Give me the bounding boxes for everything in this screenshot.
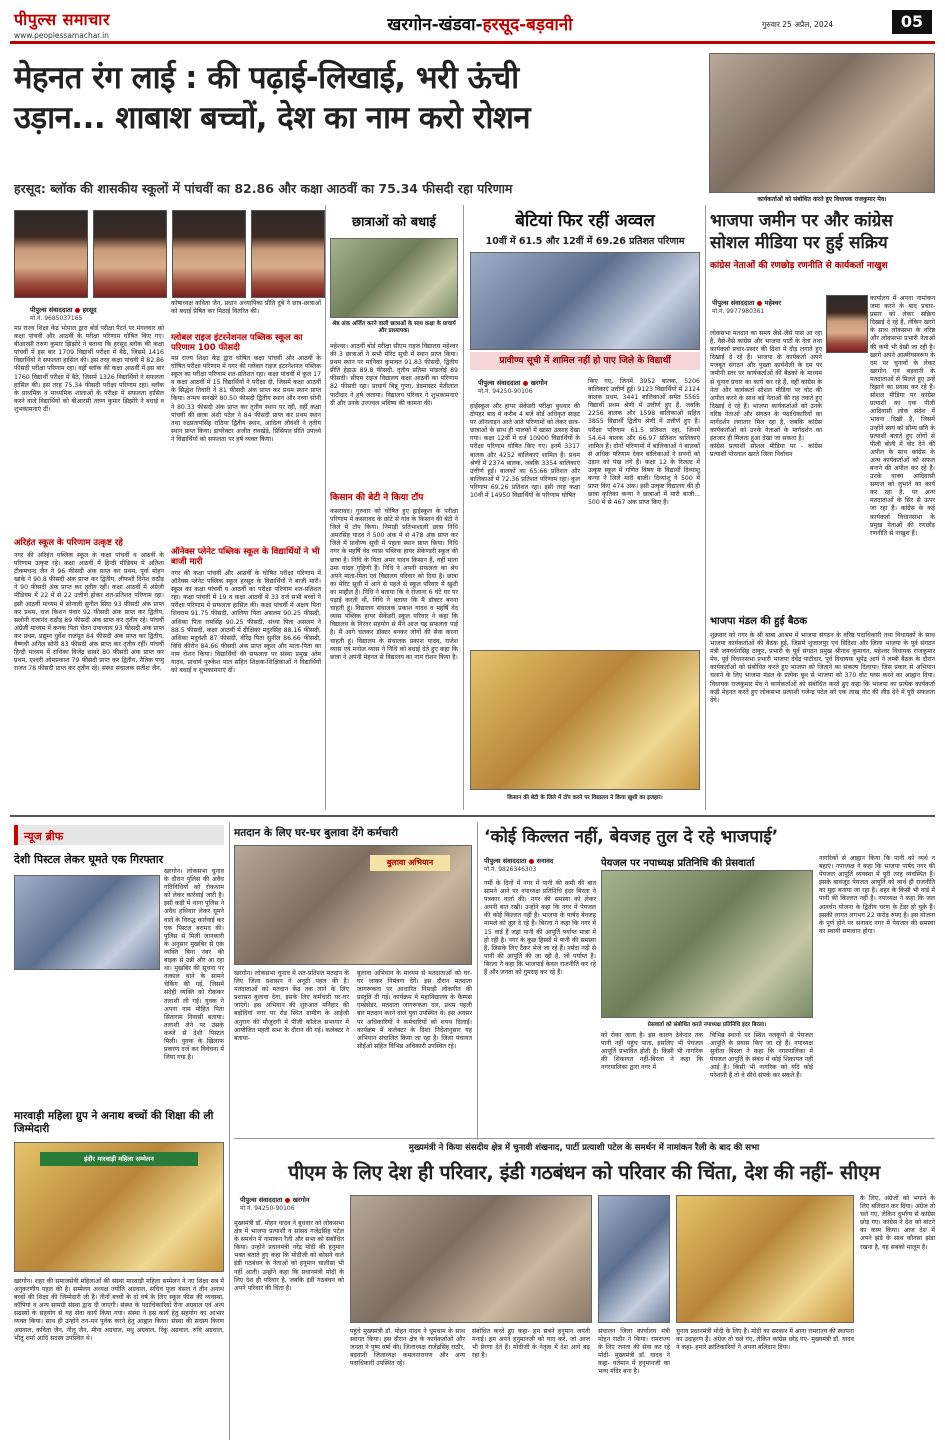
students-group-caption: श्रेष्ठ अंक अर्जित करने वाली छात्राओं के साथ कक्षा के प्राचार्य और प्राध्यापक। [332,321,456,334]
pm-col2-text: पहुंचे मुख्यमंत्री डॉ. मोहन यादव ने धूमधाम के साथ स्वागत किया। इस दौरान क्षेत्र के कार्यकर्ताओं और जनता ने पुष्प वर्षा की। जिलाध्यक्ष राजेंद्रसिंह राठौर, बड़वानी जिलाध्यक्ष कमलनारायण और अन्य पदाधिकारी उपस्थित रहे। [350,1328,465,1368]
lead-col1-text: मप्र राज्य शिक्षा केंद्र भोपाल द्वारा बोर्ड परीक्षा पैटर्न पर मंगलवार को कक्षा पांचवीं और आठवीं के परीक्षा परिणाम घोषित किए गए। बीआरसी तरुण कुमार झिझोरे ने बताया कि हरसूद ब्लॉक की कक्षा पांचवीं में इस बार 1709 विद्यार्थी परीक्षा में बैठे, जिसमें 1416 विद्यार्थियों ने सफलता हासिल की। इस तरह कक्षा पांचवीं में 82.86 फीसदी परीक्षा परिणाम रहा। वहीं ब्लॉक की कक्षा आठवीं में इस बार 1760 विद्यार्थी परीक्षा में बैठे, जिसमें 1326 विद्यार्थियों ने सफलता हासिल की। इस तरह 75.34 फीसदी परीक्षा परिणाम रहा। ब्लॉक के प्राथमिक व माध्यमिक शालाओं के परीक्षा में सफलता हासिल करने वाले विद्यार्थियों को बीआरसी तरुण कुमार झिझोरे ने बधाई व शुभकामनाएं दीं। [14,325,164,413]
lead-byline-name: पीपुल्स संवाददाता [30,306,73,314]
pm-column-3 [472,1328,590,1438]
killat-byline-place: सनावद [536,857,554,865]
bjp-column-left [710,330,822,595]
lead-headline-line1: मेहनत रंग लाई : की पढ़ाई-लिखाई, भरी ऊंची [14,60,519,96]
bjp-mandal-text [710,632,935,804]
mid-col-text: महेश्वर। आठवीं बोर्ड परीक्षा सीएम राइज विद्यालय महेश्वर की 3 छात्राओं ने सभी मेरिट सूची में स्थान प्राप्त किया। प्रथम स्थान पर मानिका कुमावत 91.83 फीसदी, द्वितीय प्रीति हेड़ाऊ 89.8 फीसदी, तृतीय प्रतिमा मांडलोई 89 फीसदी। सीएम राइज विद्यालय कक्षा आठवीं का परिणाम 82 फीसदी रहा। प्राचार्य बिन्नू गुप्ता, डेडमास्टर मेतीलाल पाटीदार ने हर्ष जताया। विद्यालय परिवार ने शुभकामनाएं दीं और उनके उज्ज्वल भविष्य की कामना की। [330,343,458,407]
news-brief-story2-body: खरगोन। शहर की समाजसेवी महिलाओं की संस्था मारवाड़ी महिला सम्मेलन ने नए शिक्षा सत्र में अनुकरणीय पहल की है। सम्मेलन अध्यक्ष ज्योति अग्रवाल, सचिव पूजा बंसल ने तीन अनाथ बच्चों की शिक्षा की जिम्मेदारी ली है। तीनों बच्चों के दो वर्ष के लिए स्कूल फीस की व्यवस्था, कॉपियां व अन्य सामग्री संस्था द्वारा दी जाएगी। संस्था के पदाधिकारियों रीना अग्रवाल एवं अन्य सदस्यों के सहयोग से यह सेवा कार्य किया गया। संस्था ने इस कार्य हेतु सहयोग का आभार व्यक्त किया। साथ ही उन्होंने तन-मन पूर्वक करने हेतु आह्वान किया। संस्था की सदस्य किरण अग्रवाल, कविता जैन, नीलू जैन, मीना अग्रवाल, मधु अग्रवाल, रिंकू अग्रवाल, रुचि अग्रवाल, भीतू शर्मा आदि सदस्य उपस्थित थे। [14,1278,224,1342]
betiyan-title: बेटियां फिर रहीं अव्वल [515,211,655,231]
betiyan-banner: प्रावीण्य सूची में शामिल नहीं हो पाए जिले के विद्यार्थी [470,352,700,370]
lead-byline-mobile: मो.नं. 9685037165 [30,315,83,322]
pm-column-1 [234,1220,344,1438]
section-rule [10,815,935,817]
pm-kicker: मुख्यमंत्री ने किया संसदीय क्षेत्र में चुनावी शंखनाद, पार्टी प्रत्याशी पटेल के समर्थन में नामांकन रैली के बाद की सभा [408,1143,760,1153]
bjp-col-left-text: लोकसभा मतदान का समय जैसे-जैसे पास आ रहा है, वैसे-वैसे कांग्रेस और भाजपा पार्टी के नेता तथा कार्यकर्ता प्रचार-प्रसार की दिशा में दौड़ लगाते हुए दिखाई दे रहे हैं। भाजपा के कार्यकर्ता अपने मजबूत संगठन और पुख्ता कार्यशैली के दम पर जमीनी स्तर पर कार्यकर्ताओं की बैठकों के माध्यम से चुनाव प्रचार का कार्य कर रहे हैं, वहीं कांग्रेस के नेता और कार्यकर्ता सोशल मीडिया पर वोट की अपील करने के साथ बड़े नेताओं की राह तकते हुए दिखाई दे रहे हैं। भाजपा कार्यकर्ताओं को उनके वरिष्ठ नेताओं और संगठन के पदाधिकारियों का मार्गदर्शन लगातार मिल रहा है, जबकि कांग्रेस कार्यकर्ताओं को उनके नेताओं के मार्गदर्शन का इंतजार ही मिलता हुआ देखा जा सकता है। [710,330,822,443]
divider [229,822,230,1440]
news-brief-label [14,825,224,845]
news-brief-story2-text [14,1278,224,1438]
mid-section-title: छात्राओं को बधाई [352,215,436,230]
section-rule [234,1138,935,1139]
pm-byline-name: पीपुल्स संवाददाता [240,1196,283,1204]
mid-column-2 [330,508,458,808]
lead-subheadline: हरसूद: ब्लॉक की शासकीय स्कूलों में पांचवीं का 82.86 और कक्षा आठवीं का 75.34 फीसदी रहा परिणाम [14,181,513,196]
betiyan-byline-place: खरगोन [530,379,548,387]
lead-column-2 [171,300,321,330]
masthead-url[interactable]: www.peoplessamachar.in [14,31,109,40]
news-brief-story1-body: खरगोन। लोकसभा चुनाव के दौरान पुलिस की अवैध गतिविधियों को रोकथाम को लेकर कार्रवाई जारी है। इसी कड़ी में थाना पुलिस ने अवैध हथियार लेकर घूमने वाले के विरुद्ध कार्रवाई कर एक पिस्टल बरामद की। पुलिस से मिली जानकारी के अनुसार मुखबिर से एक व्यक्ति बिना नंबर की बाइक से उन्नी और आ रहा था। मुखबिर की सूचना पर तत्काल थाने के सामने चेकिंग की गई, जिसमें संदेही व्यक्ति को रोककर तलाशी ली गई। युवक ने अपना नाम मोहित पिता सिताराम निवासी बताया। तलाशी लेने पर उसके कब्जे से देशी पिस्टल मिली। युवक के खिलाफ प्रकरण दर्ज कर विवेचना में लिया गया है। [164,868,224,1062]
news-brief-label-text: न्यूज ब्रीफ [24,830,64,843]
mid-column [330,343,458,490]
lead-column-1b [14,552,164,807]
divider [325,205,326,810]
marwari-banner: इंदौर मारवाड़ी महिला सम्मेलन [40,1152,198,1166]
pm-col4-text: संचालन जिला कार्यालय मंत्री मोहन राठौर ने किया। रामराज्य के लिए जनता की सेवा कर रहे मोदी- मुख्यमंत्री डॉ. यादव ने कहा- वर्तमान में हनुमानजी का भव्य मंदिर बना है। [598,1328,670,1376]
press-conference-caption: प्रेसवार्ता को संबोधित करते नपाध्यक्ष प्रतिनिधि इंदर बिरला। [647,1022,767,1028]
cm-stage-photo [598,1195,670,1323]
pm-col1-text: मुख्यमंत्री डॉ. मोहन यादव ने बुधवार को लोकसभा क्षेत्र में भाजपा प्रत्याशी व सांसद गजेंद्रसिंह पटेल के समर्थन में नामांकन रैली और सभा को संबोधित किया। उन्होंने प्रधानमंत्री नरेंद्र मोदी की हनुमान भक्त बताते हुए कहा कि मोदीजी को कोसने वाले इंडी गठबंधन के नेताओं को हनुमान चालीसा भी नहीं आती। उन्होंने कहा कि प्रधानमंत्री मोदी के लिए देश ही परिवार है, जबकि इंडी गठबंधन को अपने परिवार की चिंता है। [234,1220,344,1292]
betiyan-column-2 [588,378,700,643]
divider [463,205,464,810]
betiyan-col2-text: किए गए, जिनमें 3952 बालक, 5206 बालिकाएं उत्तीर्ण हुई। 9123 विद्यार्थियों में 2124 बालक प्रथम, 3441 बालिकाओं समेत 5565 विद्यार्थी प्रथम श्रेणी में उत्तीर्ण हुए हैं, जबकि 2256 बालक और 1598 बालिकाओं सहित 3855 विद्यार्थी द्वितीय श्रेणी में उत्तीर्ण हुए हैं। परीक्षा परिणाम 61.5 प्रतिशत रहा, जिनमें 54.64 बालक और 66.97 प्रतिशत बालिकाएं शामिल हैं। दोनों परिणामों में बालिकाओं ने बालकों से अधिक परिणाम देकर बालिकाओं ने सपनों को उड़ान को पंख लगे हैं। कक्षा 12 के रिजल्ट में उत्कृष्ट स्कूल में गणित विषय के विद्यार्थी दिव्यांशु कन्या ने जिले मारी बाजी। दिव्यांशु ने 500 में प्राप्त किए 474 अंक। इसी उत्कृष्ट विद्यालय की ही छात्रा कृतिका कन्या ने छात्राओं में मारी बाजी... 500 में से 467 अंक प्राप्त किए हैं। [588,378,700,507]
pm-col5-text: चुनाव प्रधानमंत्री मोदी के लिए है। मोदी का सरकार में आना रामराज्य की स्थापना का उदाहरण है। अंग्रेज तो चले गए, लेकिन कांग्रेस छोड़ गए- मुख्यमंत्री डॉ. यादव ने कहा- हमारे क्रांतिकारियों ने अपना बलिदान दिया। [676,1328,854,1352]
lead-col2-text3: नगर की कक्षा पांचवीं और आठवीं के घोषित परीक्षा परिणाम में ऑनेक्स प्लेनेट पब्लिक स्कूल हरसूद के विद्यार्थियों ने बाजी मारी। स्कूल का कक्षा पांचवीं व आठवीं का परीक्षा परिणाम शत-प्रतिशत रहा। कक्षा पांचवीं में 19 व कक्षा आठवीं में 33 दर्ज सभी बच्चों ने परीक्षा परिणाम में सफलता हासिल की। कक्षा पांचवीं में अक्षय पिता शिवराम 91.75 फीसदी, आलिया पिता असलम 90.25 फीसदी, अंशिका पिता रामसिंह 90.25 फीसदी, संध्या पिता असलम ने 88.5 फीसदी, कक्षा आठवीं में दीक्षिका मदुरसिंह 88.16 फीसदी, अंशिका मदुवंशी 87 फीसदी, वीरेंद्र पिता सुनील 86.66 फीसदी, विधि कीरोन 84.66 फीसदी अंक प्राप्त स्कूल और माता-पिता का नाम रोशन किया। विद्यार्थियों की सफलता पर संस्था प्रमुख ओम यादव, प्राचार्य पुरुकेश पाल सहित शिक्षक-शिक्षिकाओं ने विद्यार्थियों को बधाई व शुभकामनाएं दीं। [171,570,321,675]
masthead-logo-text: पीपुल्स समाचार [14,10,110,29]
killat-byline-mobile: मो.नं. 9826346303 [484,866,537,873]
pm-col6-text: के लिए, अंग्रेजों को भगाने के लिए बलिदान कर दिया। अंग्रेज तो चले गए, लेकिन दुर्भाग्य से कांग्रेस छोड़ गए। कांग्रेस ने देश को बांटने का काम किया। आज देश में अपने झंडे के साथ कौनसा झंडा रखना है, यह सबको मालूम है। [860,1195,935,1251]
betiyan-byline: पीपुल्स संवाददाता ● खरगोन मो.नं. 94250-90106 [478,378,598,395]
betiyan-celebration-caption: किसान की बेटी के जिले में टॉप करने पर विद्यालय ने किया खुशी का इजहार। [507,795,663,801]
lead-byline: पीपुल्स संवाददाता ● हरसूद मो.नं. 9685037165 [30,305,160,322]
killat-column-2 [601,1032,703,1135]
mid-col-text2: कसरावद। गुरुवार को घोषित हुए हाईस्कूल के परीक्षा परिणाम में कसरावद के छोटे से गांव के किसान की बेटी ने जिले में टॉप किया। निमाड़ी प्रतिभाशाली छात्रा निधि अमरसिंह यादव ने 500 अंक में से 478 अंक प्राप्त कर जिले में प्रावीण्य सूची में पहला स्थान प्राप्त किया। निधि नगर के महर्षि वेद व्यास पब्लिक हायर सेकेण्डरी स्कूल की छात्रा है। निधि के पिता अमर यादव किसान हैं, वहीं माता उमा यादव गृहिणी हैं। निधि ने अपनी सफलता का श्रेय अपने माता-पिता एवं विद्यालय परिवार को दिया है। छात्रा का मेरिट सूची में आने से पहले से स्कूल परिवार में खुशी का माहौल है। निधि ने बताया कि वे रोजाना 6 घंटे घर पर पढ़ाई करती थीं, निधि ने बताया कि मैं डॉक्टर बनना चाहती हूं। विद्यालय संचालक प्रकाश यादव व महर्षि वेद व्यास पब्लिक हायर सेकेंडरी स्कूल परिवार ने कहा कि विद्यालय के निरंतर सहयोग से मैंने आज यह सफलता पाई है। मैं आगे चलकर डॉक्टर बनकर लोगों की सेवा करना चाहती हूं। विद्यालय के संचालक प्रकाश यादव, राजेश व्यास एवं मनोज व्यास ने निधि को बधाई देते हुए कहा कि छात्रा ने अपनी मेहनत से विद्यालय का नाम रोशन किया है। [330,508,458,661]
lead-column-2c [171,570,321,807]
bjp-headline-line2: सोशल मीडिया पर हुई सक्रिय [710,233,888,253]
masthead-date: गुरुवार 25 अप्रैल, 2024 [762,20,834,29]
lead-col1-text2: नगर की अरिहंत पब्लिक स्कूल के कक्षा पांचवीं व आठवीं के परिणाम उत्कृष्ट रहे। कक्षा आठवीं में हिन्दी मीडियम में अतिशा टीकमचन्द जैन ने 96 फीसदी अंक प्राप्त कर प्रथम, पूर्वा मोहन खांके ने 90.8 फीसदी अंक प्राप्त कर द्वितीय, लीफशी दिनेश राठौड़ ने 90 फीसदी अंक प्राप्त कर तृतीय रहीं। कक्षा आठवीं में अंग्रेजी मीडियम में 22 में से 22 उत्तीर्ण होकर शत-प्रतिशत परिणाम रहा। इसी आठवीं माध्यम में सोनाली सुनील सिंघा 93 फीसदी अंक प्राप्त कर प्रथम, राज किशन पंवार 92 फीसदी अंक प्राप्त कर द्वितीय, सलोनी गजानंद राठौड़ 89 फीसदी अंक प्राप्त कर तृतीय रहे। पांचवीं अंग्रेजी माध्यम में कनक पिता चेतन उपाध्याय 93 फीसदी अंक प्राप्त कर प्रथम, प्रद्युम्न धुर्वेश राजपूत 84 फीसदी अंक प्राप्त कर द्वितीय, वैष्णवी अनिल सोनी 83 फीसदी अंक प्राप्त कर तृतीय रहीं। पांचवीं हिन्दी माध्यम में राधिका विजेंद्र छाबरे 80 फीसदी अंक प्राप्त कर प्रथम, एश्वरी ओमप्रकाश 79 फीसदी प्राप्त कर द्वितीय, नैतिक पप्पु राजत 78 फीसदी प्राप्त कर तृतीय रहे। संस्था संचालक सतीश जैन, [14,552,164,673]
betiyan-byline-mobile: मो.नं. 94250-90106 [478,388,533,395]
pm-column-5 [676,1328,854,1438]
student-portrait [93,210,167,298]
divider [705,205,706,810]
bjp-byline: पीपुल्स संवाददाता ● महेश्वर मो.नं. 9977980361 [712,298,822,315]
killat-byline-name: पीपुल्स संवाददाता [484,857,527,865]
vote-campaign-banner: बुलावा अभियान [370,855,450,871]
vote-col1-text: खरगोन। लोकसभा चुनाव में शत-प्रतिशत मतदान के लिए जिला प्रशासन ने अनूठी पहल की है। मतदाताओं को मतदान केंद्र तक लाने के लिए प्रशासन बुलावा देगा, इसके लिए कर्मचारी घर-घर जाएंगे। इस अभियान की शुरुआत मनिहार की बड़ोदियां नगर पर रोड स्थित ग्रामीण के आईजी अनुराग की मौजूदगी में पीजी कॉलेज सभागार में आयोजित महती सभा के दौरान की गई। कलेक्टर ने बताया- [234,970,349,1042]
pm-column-6 [860,1195,935,1438]
betiyan-byline-name: पीपुल्स संवाददाता [478,379,521,387]
betiyan-subtitle: 10वीं में 61.5 और 12वीं में 69.26 प्रतिशत परिणाम [485,236,685,247]
bjp-byline-name: पीपुल्स संवाददाता [712,299,755,307]
section-title-part1: खरगोन-खंडवा- [387,15,483,35]
cm-rally-photo [350,1195,592,1323]
killat-headline: ‘कोई किल्लत नहीं, बेवजह तुल दे रहे भाजपाई’ [484,827,779,847]
vote-col2-text: बुलावा अभियान के माध्यम से मतदाताओं को घर-घर जाकर निमंत्रण देंगे। इस दौरान मतदाता जागरूकता पर आधारित निमाड़ी लोकगीत की प्रस्तुति दी गई। कार्यक्रम में महाविद्यालय के कैम्पस एम्बेसेडर, मतदाता जागरूकता दल, प्रथम पहली बार मतदान करने वाले युवा उपस्थित थे। इस अवसर पर अधिकारियों ने कर्मचारियों को शपथ दिलाई। कार्यक्रम में कलेक्टर के दिशा निर्देशानुसार यह अभियान संचालित किया जा रहा है। जिला पंचायत सीईओ सहित विभिन्न अधिकारी उपस्थित रहे। [357,970,472,1050]
student-portrait [172,210,246,298]
press-conference-photo [601,870,813,1018]
bjp-col-left-text2: कांग्रेस प्रत्याशी सोशल मीडिया पर - कांग्रेस प्रत्याशी पोरलाल खरते जिला निर्वाचन [710,443,822,459]
killat-column-4 [819,855,935,1135]
mid-subhead: किसान की बेटी ने किया टॉप [330,493,424,503]
student-portraits [14,210,334,300]
pm-byline-place: खरगोन [292,1196,310,1204]
killat-col3-text: विभिन्न स्थानों पर स्थित नलकूपों से पेयजल आपूर्ति के प्रयास किए जा रहे हैं। नपाध्यक्ष सुनीता बिरला ने कहा कि नगरपालिका में पेयजल आपूर्ति के संबंध में कोई शिकायत नहीं आई है। किसी भी नागरिक को यदि कोई परेशानी है तो वे सीधे संपर्क कर सकते हैं। [710,1032,813,1080]
bjp-meeting-caption: कार्यकर्ताओं को संबोधित करते हुए विधायक राजकुमार मेव। [757,196,887,203]
pm-byline-mobile: मो.नं. 94250-90106 [240,1205,295,1212]
lead-col2-subhead2: ऑनेक्स प्लेनेट पब्लिक स्कूल के विद्यार्थियों ने भी बाजी मारी [171,547,320,567]
bjp-column-right-text [870,295,935,537]
lead-headline-line2: उड़ान... शाबाश बच्चों, देश का नाम करो रोशन [14,100,531,136]
bjp-meeting-photo [709,53,935,193]
pm-col3-text: संबोधित करते हुए कहा- हम सबने हनुमान जयंती मनाई। हम अपने हनुमानजी को याद करें, जो आज भी प्रेरणा देते हैं। मोदीजी के नेतृत्व में देश आगे बढ़ रहा है। [472,1328,590,1360]
bjp-mandal-subhead: भाजपा मंडल की हुई बैठक [710,616,808,627]
student-portrait [14,210,88,298]
news-brief-story1-side [164,868,224,1062]
lead-headline [14,58,704,138]
lead-col2-text: कोषाध्यक्ष कविता जैन, प्रधान अध्यापिका प्रीति दुबे ने छात्र-छात्राओं को बधाई प्रेषित कर मिठाई वितरित की। [171,300,321,316]
bjp-col-right-text: कार्यालय में अपना नामांकन जमा करने के बाद प्रचार-प्रसार को लेकर सक्रिय दिखाई दे रहे हैं, लेकिन खरगे के साथ लोकसभा के वरिष्ठ और लोकसभा प्रभारी नेताओं की कमी भी देखी जा रही है। खरगे अपने आत्मीयस्वरूप के दम पर चुनावों के लेकर खरगोन एवं बड़वानी के मतदाताओं से मिलते हुए उन्हें रिझाने का प्रयास कर रहे हैं। सोशल मीडिया पर कांग्रेस प्रत्याशी का एक पीली आदिवासी लोक संदेश में भावना दिखी है, जिसमें उन्होंने स्वयं को सौम्य छवि के प्रत्याशी बताते हुए लोगों से पीली बोली में वोट देने की अपील के साथ कांग्रेस के अन्य कार्यकर्ताओं को सफल बनाने की अपील कर रहे हैं। उनके वाक्य आदिवासी समाज को लुभाने का कार्य कर रहा है, पर अन्य मतदाताओं के सिर से ऊपर जा रहा है। कांग्रेस के कई कार्यकर्ता विधानसभा के प्रमुख नेताओं की रणछोड़ रणनीति से नाखुश हैं। [870,295,935,537]
lead-column-1 [14,325,164,535]
pm-column-2 [350,1328,465,1438]
killat-column-3 [710,1032,813,1135]
killat-column-1 [484,880,596,1135]
masthead-logo [14,8,194,40]
bjp-byline-place: महेश्वर [764,299,781,307]
divider [477,822,478,1140]
betiyan-celebration-photo [470,650,700,790]
student-portrait [251,210,325,298]
lead-col2-text2: मप्र राज्य शिक्षा केंद्र द्वारा घोषित कक्षा पांचवीं और आठवीं के घोषित परीक्षा परिणाम में नगर की ग्लोबल राइज इंटरनेशनल पब्लिक स्कूल का परीक्षा परिणाम शत-प्रतिशत रहा। कक्षा पांचवीं में कुल 17 व कक्षा आठवीं में 15 विद्यार्थियों ने परीक्षा दी, जिसमें कक्षा आठवीं के सिद्धेश तिवारी ने 81 फीसदी अंक प्राप्त कर प्रथम स्थान प्राप्त किया। तन्मय सनखेरे 80.50 फीसदी द्वितीय स्थान और नव्या सोनी ने 80.33 फीसदी अंक प्राप्त कर तृतीय स्थान पर रही, वहीं कक्षा पांचवीं की छात्रा अंशी पटेल ने 84 फीसदी प्राप्त कर प्रथम स्थान तथा रुद्रप्रतापसिंह राठिया द्वितीय स्थान, आदित्य लौवंशी ने तृतीय स्थान प्राप्त किया। डायरेक्टर अजीत रावखेड़े, प्रिंसिपल प्रीति उपाध्ये ने विद्यार्थियों को सफलता पर हर्ष व्यक्त किया। [171,355,322,443]
news-brief-story2-title: मारवाड़ी महिला ग्रुप ने अनाथ बच्चों की शिक्षा की ली जिम्मेदारी [14,1110,214,1135]
pm-headline: पीएम के लिए देश ही परिवार, इंडी गठबंधन को परिवार की चिंता, देश की नहीं- सीएम [288,1161,880,1184]
masthead [0,0,945,48]
betiyan-column-1 [470,403,580,643]
bjp-headline [710,210,935,254]
lead-col2-subhead: ग्लोबल राइज इंटरनेशनल पब्लिक स्कूल का परिणाम 100 फीसदी [171,333,303,353]
bjp-byline-mobile: मो.नं. 9977980361 [712,308,765,315]
section-title-part2: हरसूद-बड़वानी [482,15,573,35]
vote-title: मतदान के लिए घर-घर बुलावा देंगे कर्मचारी [234,827,399,839]
masthead-rule [10,41,935,44]
cm-garland-photo [676,1195,854,1323]
masthead-page-number: 05 [892,10,932,34]
bjp-headline-line1: भाजपा जमीन पर और कांग्रेस [710,211,893,231]
lead-column-2b [171,355,321,543]
vote-column-2 [357,970,472,1135]
killat-col2-text: को रोका जाता है। इस कारण ठेकेदार तक पानी नहीं पहुंच पाता, इसलिए भी पेयजल आपूर्ति प्रभावित होती है। किसी भी नागरिक की शिकायत नहीं-बिरला ने कहा कि नगरपालिका द्वारा नगर में [601,1032,703,1072]
killat-byline: पीपुल्स संवाददाता ● सनावद मो.नं. 9826346303 [484,856,594,873]
bjp-subheadline: कांग्रेस नेताओं की रणछोड़ रणनीति से कार्यकर्ता नाखुश [710,261,888,271]
news-brief-story1-title: देशी पिस्टल लेकर घूमते एक गिरफ्तार [14,853,164,866]
masthead-section-title [330,12,630,35]
pm-byline: पीपुल्स संवाददाता ● खरगोन मो.नं. 94250-90106 [240,1195,350,1212]
lead-col1-subhead: अरिहंत स्कूल के परिणाम उत्कृष्ट रहे [14,538,123,548]
students-group-photo [330,238,458,318]
killat-col4-text: नागरिकों से आह्वान किया कि पानी को व्यर्थ न बहाएं। नपाध्यक्ष ने कहा कि भाजपा पार्षद नगर की पेयजल आपूर्ति व्यवस्था में पूरी तरह व्यवस्थित हैं। इसके बावजूद पेयजल आपूर्ति को व्यर्थ ही राजनीति का मुद्दा बनाया जा रहा है। शहर के किसी भी वार्ड में पानी की किल्लत नहीं है। नपाध्यक्ष ने कहा कि जल आवर्धन योजना के द्वितीय चरण के टेंडर हो चुके हैं। इसकी लागत लगभग 22 करोड़ रुपए है। इस योजना के पूर्ण होने पर सनावद नगर में पेयजल की समस्या का स्थायी समाधान होगा। [819,855,936,935]
bjp-column-right-cont [826,358,935,593]
lead-byline-place: हरसूद [82,306,97,314]
betiyan-photo [470,252,700,350]
pm-column-4 [598,1328,670,1438]
bjp-mandal-body: शुक्रवार को नगर के श्री बाबा आश्रम में भाजपा संगठन के वरिष्ठ पदाधिकारी तथा विधायकों के साथ भाजपा कार्यकर्ताओं की बैठक हुई, जिसमें शुजालपुर एवं विदिशा और जिला भाजपा के पूर्व संगठन मंत्री जयवर्धनसिंह ठाकुर, प्रभारी के पूर्व संगठन प्रमुख श्रीनाथ कुमावत, महेश्वर विधायक राजकुमार मेव, पूर्व विधानसभा प्रभारी भाजपा देवेंद्र पाटीदार, पूर्व विधायक भूपेंद्र आर्य ने लम्बी बैठक के दौरान कार्यकर्ताओं को संबोधित करते हुए भाजपा को जिताने का संकल्प दिलाया। जिस प्रकार से अभियान चलाने के लिए भाजपा मंडल के प्रत्येक बूथ से भाजपा को 370 वोट प्लस करने का आह्वान दिया। विधायक राजकुमार मेव ने कार्यकर्ताओं को संबोधित करते हुए कहा कि भाजपा का प्रत्येक कार्यकर्ता कड़ी मेहनत करते हुए लोकसभा प्रत्याशी गजेन्द्र पटेल को एक लाख वोट की लीड देने में पूरी सफलता देंगे। [710,632,935,704]
vote-column-1 [234,970,349,1135]
killat-col1-text: गर्मी के दिनों में नगर में पानी की कमी की बात सामने आने पर नपाध्यक्ष प्रतिनिधि इंदर बिरला ने पत्रकार वार्ता की। नगर की समस्या को लेकर अपनी बात रखी। उन्होंने कहा कि नगर में पेयजल की कोई किल्लत नहीं है। भाजपा के पार्षद बेवजह मामले को तूल दे रहे हैं। बिरला ने कहा कि नगर में 15 वार्ड हैं जहां पानी की आपूर्ति पर्याप्त मात्रा में हो रही है। नगर के कुछ हिस्सों में पानी की समस्या है, जिसके लिए टैंकर भेजे जा रहे हैं। नर्मदा नदी से पानी की आपूर्ति की जा रही है, जो पर्याप्त है। बिरला ने कहा कि भाजपाई केवल राजनीति कर रहे हैं और जनता को गुमराह कर रहे हैं। [484,880,596,977]
killat-sub-title: पेयजल पर नपाध्यक्ष प्रतिनिधि की प्रेसवार्ता [601,858,755,869]
betiyan-col1-text: हाईस्कूल और हायर सेकेंडरी परीक्षा बुधवार की दोपहर बाद में करीब 4 बजे बोर्ड अधिकृत साइट पर ऑनलाइन आते आते परिणामों को लेकर छात्र-छात्राओं के साथ ही पालकों में खासा उत्साह देखा गया। कक्षा 12वीं में दर्ज 10900 विद्यार्थियों के परीक्षा परिणाम घोषित किए गए। इनमें 3317 बालक और 4252 बालिकाएं शामिल हैं। प्रथम श्रेणी में 2374 बालक, जबकि 3354 बालिकाएं उत्तीर्ण हुईं। बालकों का 65.66 प्रतिशत और बालिकाओं में 72.36 प्रतिशत परिणाम रहा। कुल परिणाम 69.26 प्रतिशत रहा। इसी तरह कक्षा 10वीं में 14950 विद्यार्थियों के परिणाम घोषित [470,403,580,500]
